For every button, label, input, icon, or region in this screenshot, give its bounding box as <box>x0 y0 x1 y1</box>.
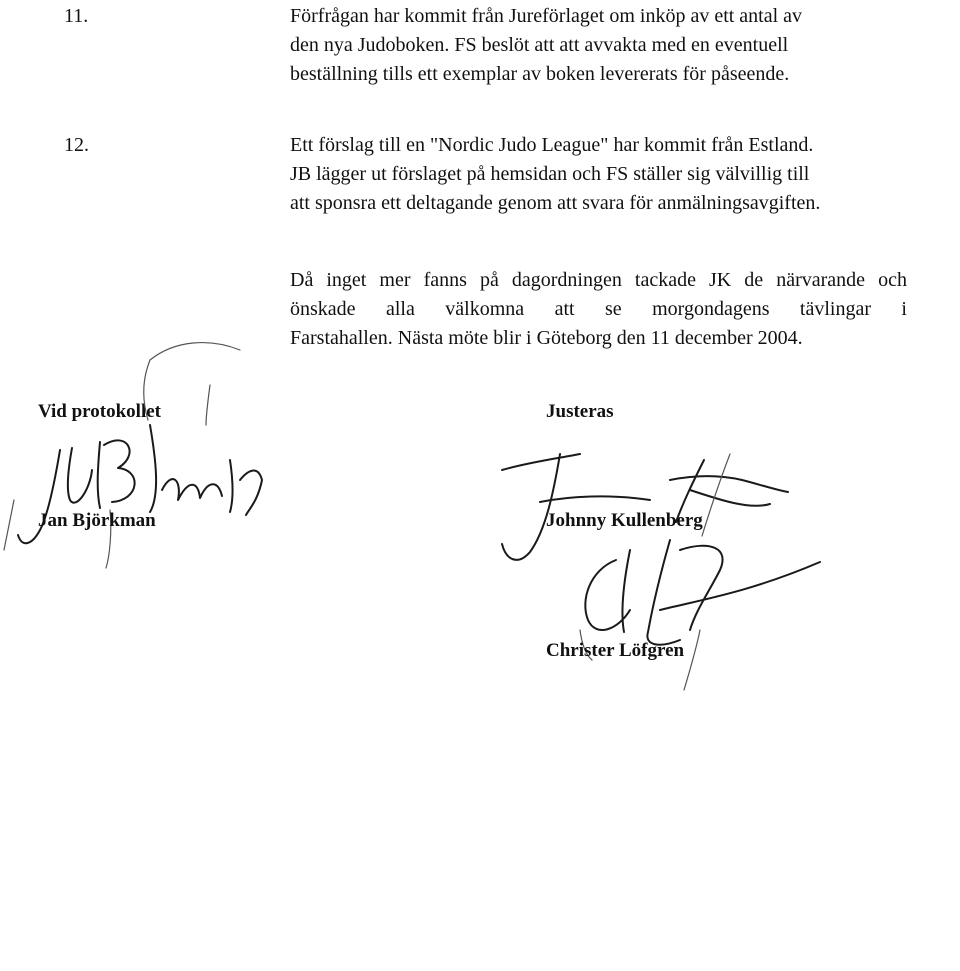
item-11-line-2: den nya Judoboken. FS beslöt att att avvakta med en eventuell <box>290 34 789 56</box>
closing-line-2: önskade alla välkomna att se morgondagens tävlingar i <box>290 298 907 320</box>
item-11-line-1: Förfrågan har kommit från Jureförlaget om inköp av ett antal av <box>290 5 803 27</box>
left-signature-name: Jan Björkman <box>38 510 156 531</box>
item-12-text <box>290 131 907 218</box>
signature-jan-bjorkman <box>0 330 280 570</box>
item-number-12: 12. <box>64 134 89 156</box>
item-12-line-2: JB lägger ut förslaget på hemsidan och FS ställer sig välvillig till <box>290 163 810 185</box>
signature-christer-lofgren <box>520 520 860 700</box>
item-12-line-1: Ett förslag till en "Nordic Judo League" har kommit från Estland. <box>290 134 814 156</box>
item-11-text <box>290 2 907 89</box>
right-signature-name-1: Johnny Kullenberg <box>546 510 703 531</box>
right-signature-heading: Justeras <box>546 401 614 422</box>
right-signature-name-2: Christer Löfgren <box>546 640 685 661</box>
closing-paragraph <box>290 266 907 353</box>
closing-line-1: Då inget mer fanns på dagordningen tackade JK de närvarande och <box>290 269 907 291</box>
item-12-line-3: att sponsra ett deltagande genom att svara för anmälningsavgiften. <box>290 192 821 214</box>
left-signature-heading: Vid protokollet <box>38 401 161 422</box>
item-11-line-3: beställning tills ett exemplar av boken levererats för påseende. <box>290 63 790 85</box>
closing-line-3: Farstahallen. Nästa möte blir i Göteborg den 11 december 2004. <box>290 327 803 349</box>
item-number-11: 11. <box>64 5 89 27</box>
